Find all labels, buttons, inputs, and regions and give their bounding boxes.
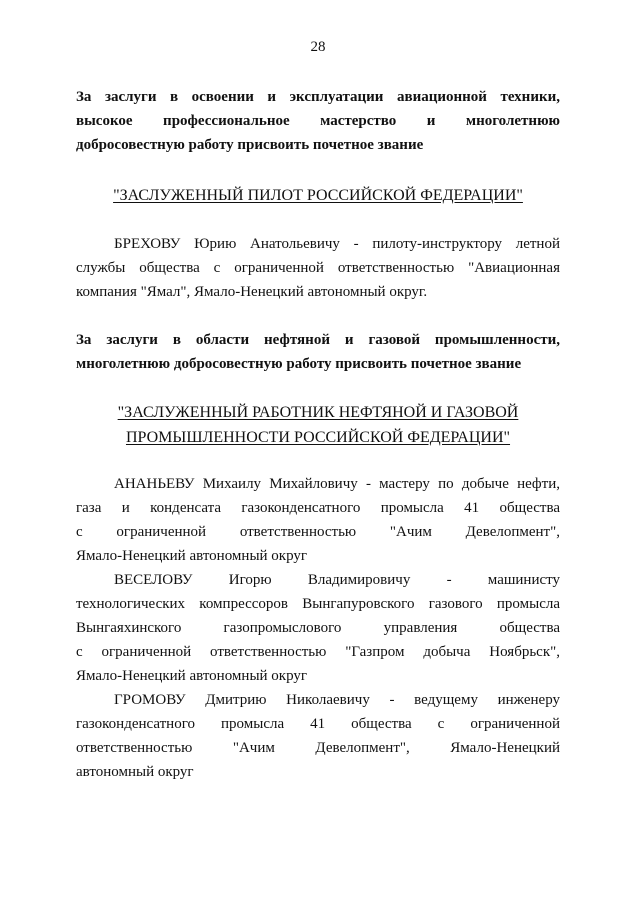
paragraph-line: Ямало-Ненецкий автономный округ [76,668,308,684]
section1-title-line: "ЗАСЛУЖЕННЫЙ ПИЛОТ РОССИЙСКОЙ ФЕДЕРАЦИИ" [113,187,523,204]
paragraph-line: БРЕХОВУ Юрию Анатольевичу - пилоту-инструктору летной [114,236,560,252]
paragraph-line: с ограниченной ответственностью "Газпром добыча Ноябрьск", [76,644,560,660]
paragraph-line: ответственностью "Ачим Девелопмент", Ямало-Ненецкий [76,740,560,756]
section2-heading-line: За заслуги в области нефтяной и газовой промышленности, [76,332,560,348]
paragraph-line: Вынгаяхинского газопромыслового управления общества [76,620,560,636]
paragraph-line: технологических компрессоров Вынгапуровского газового промысла [76,596,560,612]
paragraph-line: Ямало-Ненецкий автономный округ [76,548,308,564]
section2-title [76,400,560,450]
section1-award-paragraph [76,232,560,304]
paragraph-line: ВЕСЕЛОВУ Игорю Владимировичу - машинисту [114,572,560,588]
section2-award-paragraph [76,568,560,688]
paragraph-line: службы общества с ограниченной ответственностью "Авиационная [76,260,560,276]
section1-heading-line: За заслуги в освоении и эксплуатации авиационной техники, [76,89,560,105]
paragraph-line: ГРОМОВУ Дмитрию Николаевичу - ведущему инженеру [114,692,560,708]
section1-heading-line: добросовестную работу присвоить почетное звание [76,137,424,153]
section1-title [76,183,560,208]
section2-title-line: ПРОМЫШЛЕННОСТИ РОССИЙСКОЙ ФЕДЕРАЦИИ" [125,429,511,446]
section1-heading [76,85,560,157]
section2-title-line: "ЗАСЛУЖЕННЫЙ РАБОТНИК НЕФТЯНОЙ И ГАЗОВОЙ [117,404,519,421]
paragraph-line: газа и конденсата газоконденсатного промысла 41 общества [76,500,560,516]
section2-award-paragraph [76,688,560,784]
paragraph-line: АНАНЬЕВУ Михаилу Михайловичу - мастеру по добыче нефти, [114,476,560,492]
section2-heading [76,328,560,376]
paragraph-line: компания "Ямал", Ямало-Ненецкий автономный округ. [76,284,428,300]
paragraph-line: газоконденсатного промысла 41 общества с ограниченной [76,716,560,732]
section2-heading-line: многолетнюю добросовестную работу присвоить почетное звание [76,356,522,372]
paragraph-line: с ограниченной ответственностью "Ачим Девелопмент", [76,524,560,540]
page-number: 28 [310,39,326,55]
section1-heading-line: высокое профессиональное мастерство и многолетнюю [76,113,560,129]
section2-award-paragraph [76,472,560,568]
paragraph-line: автономный округ [76,764,194,780]
